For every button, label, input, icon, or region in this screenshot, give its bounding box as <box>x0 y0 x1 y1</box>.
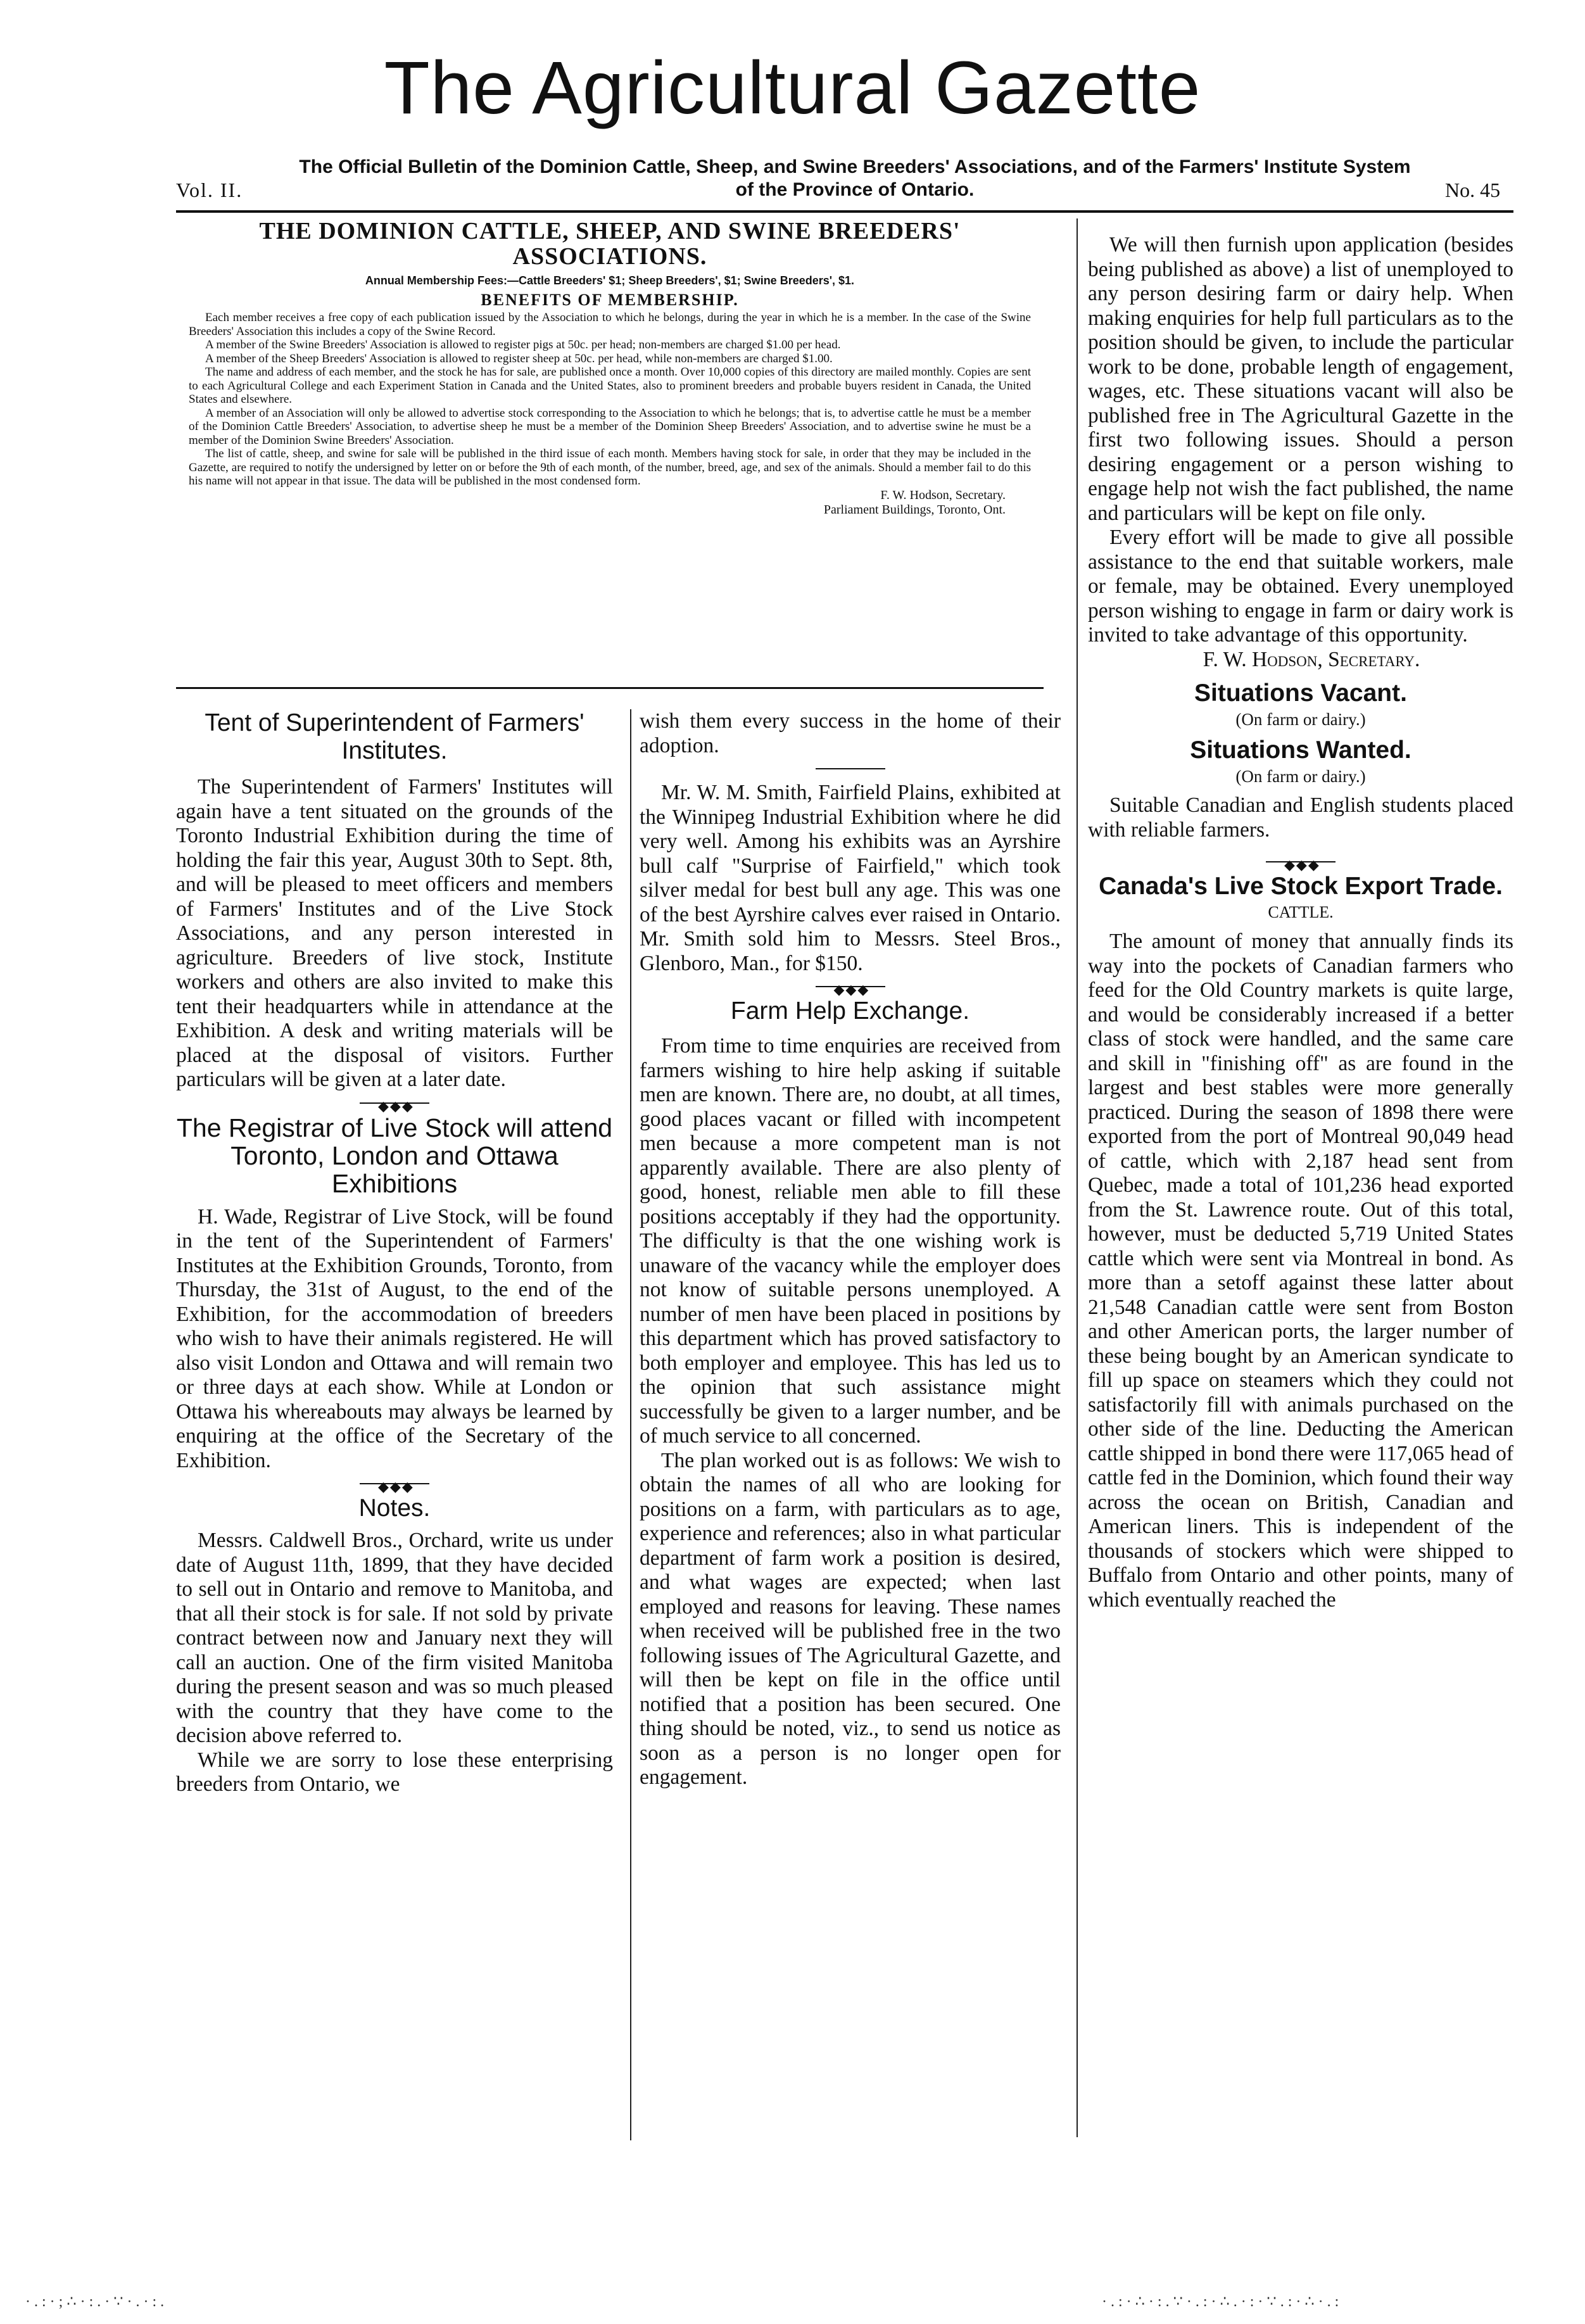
benefit-paragraph: The name and address of each member, and the stock he has for sale, are published once a month. Over 10,000 copies of this directory are mailed monthly. Copies are sent to each Agricultural College and each Experiment Station in Canada and the United States, also to prominent breeders and probable buyers resident in Canada, the United States and elsewhere. <box>189 365 1031 406</box>
notes-body: Messrs. Caldwell Bros., Orchard, write us under date of August 11th, 1899, that they have decided to sell out in Ontario and remove to Manitoba, and that all their stock is for sale. If not sold by private contract between now and January next they will call an auction. One of the firm visited Manitoba during the present season and was so much pleased with the country that they have come to the decision above referred to. <box>176 1529 613 1747</box>
situations-wanted-sub: (On farm or dairy.) <box>1235 767 1366 786</box>
smith-paragraph: Mr. W. M. Smith, Fairfield Plains, exhibited at the Winnipeg Industrial Exhibition where he did very well. Among his exhibits was an Ayrshire bull calf "Surprise of Fairfield," which took silver medal for best bull any age. This was one of the best Ayrshire calves ever raised in Ontario. Mr. Smith sold him to Messrs. Steel Bros., Glenboro, Man., for $150. <box>640 781 1061 975</box>
column-3 <box>1088 233 1513 1612</box>
issue-number: No. 45 <box>1445 179 1501 201</box>
export-trade-body: The amount of money that annually finds its way into the pockets of Canadian farmers who feed for the Old Country markets is quite large, and would be considerably increased if a better class of stock were handled, and the same care and skill in "finishing off" as are found in the largest and best stables were more generally practiced. During the season of 1898 there were exported from the port of Montreal 90,049 head of cattle, which with 2,187 head sent from Quebec, made a total of 101,236 head exported from the St. Lawrence route. Out of this total, however, must be deducted 5,719 United States cattle which were sent via Montreal in bond. As more than a setoff against these latter about 21,548 Canadian cattle were sent from Boston and other American ports, the larger number of these being bought by an American syndicate to fill up space on steamers which they could not satisfactorily fill with animals purchased on the other side of the line. Deducting the American cattle shipped in bond there were 117,065 head of cattle fed in the Dominion, which found their way across the ocean on British, Canadian and American liners. This is independent of the thousands of stockers which were shipped to Buffalo from Ontario and other points, many of which eventually reached the <box>1088 930 1513 1612</box>
situations-wanted-heading: Situations Wanted. <box>1190 736 1411 764</box>
notes-body-2: While we are sorry to lose these enterprising breeders from Ontario, we <box>176 1748 613 1796</box>
divider <box>816 768 885 769</box>
benefit-paragraph: Each member receives a free copy of each publication issued by the Association to which he belongs, during the year in which he is a member. In the case of the Swine Breeders' Association this includes a copy of the Swine Record. <box>189 311 1031 338</box>
scan-noise-right: ·.:·∴·:.∵·.:·∴.·:·∵.:·∴·.: <box>1102 2294 1343 2310</box>
notes-heading: Notes. <box>358 1494 431 1522</box>
situations-wanted-body: Suitable Canadian and English students placed with reliable farmers. <box>1088 793 1513 842</box>
masthead-subtitle: The Official Bulletin of the Dominion Cattle, Sheep, and Swine Breeders' Associations, and of the Farmers' Institute System of the Province of Ontario. <box>299 156 1411 200</box>
section-ornament: ◆◆◆ <box>1088 851 1513 873</box>
benefit-paragraph: A member of the Swine Breeders' Association is allowed to register pigs at 50c. per head; non-members are charged $1.00 per head. <box>205 338 841 351</box>
box-signature: F. W. Hodson, Secretary. <box>880 488 1006 502</box>
registrar-heading: The Registrar of Live Stock will attend Toronto, London and Ottawa Exhibitions <box>176 1113 613 1198</box>
benefit-paragraph: A member of the Sheep Breeders' Association is allowed to register sheep at 50c. per head, while non-members are charged $1.00. <box>205 351 833 365</box>
situations-vacant-sub: (On farm or dairy.) <box>1235 710 1366 729</box>
export-trade-heading: Canada's Live Stock Export Trade. <box>1099 873 1503 900</box>
registrar-body: H. Wade, Registrar of Live Stock, will be found in the tent of the Superintendent of Farmers' Institutes at the Exhibition Grounds, Toronto, from Thursday, the 31st of August, to the end of the Exhibition, for the accommodation of breeders who wish to have their animals registered. He will also visit London and Ottawa and will remain two or three days at each show. While at London or Ottawa his whereabouts may always be learned by enquiring at the office of the Secretary of the Exhibition. <box>176 1204 613 1472</box>
secretary-signature: F. W. Hodson, Secretary. <box>1203 647 1420 671</box>
column-separator <box>630 709 631 2140</box>
every-effort-paragraph: Every effort will be made to give all possible assistance to the end that suitable workers, male or female, may be obtained. Every unemployed person wishing to engage in farm or dairy work is invited to take advantage of this opportunity. <box>1088 526 1513 647</box>
benefits-heading: BENEFITS OF MEMBERSHIP. <box>481 291 739 309</box>
cattle-subheading: CATTLE. <box>1268 903 1334 921</box>
column-separator <box>1077 218 1078 2137</box>
help-continuation: We will then furnish upon application (besides being published as above) a list of unemployed to any person desiring farm or dairy help. When making enquiries for help full particulars as to the position should be given, to include the particular work to be done, probable length of engagement, wages, etc. These situations vacant will also be published free in The Agricultural Gazette in the first two following issues. Should a person desiring engagement or a person wishing to engage help not wish the fact published, the name and particulars will be kept on file only. <box>1088 233 1513 525</box>
section-ornament: ◆◆◆ <box>176 1092 613 1114</box>
benefits-text <box>189 311 1031 488</box>
farm-help-paragraph: From time to time enquiries are received from farmers wishing to hire help asking if suitable men are known. There are, no doubt, at all times, good places vacant or filled with incompetent men because a more competent man is not apparently available. There are also plenty of good, honest, reliable men able to fill these positions acceptably if they had the opportunity. The difficulty is that the one wishing work is unaware of the vacancy while the employer does not know of suitable persons unemployed. A number of men have been placed in positions by this department which has proved satisfactory to both employer and employee. This has led us to the opinion that such assistance might successfully be given to a larger number, and be of much service to all concerned. <box>640 1034 1061 1448</box>
box-address: Parliament Buildings, Toronto, Ont. <box>823 502 1006 517</box>
section-ornament: ◆◆◆ <box>176 1473 613 1494</box>
adoption-continuation: wish them every success in the home of their adoption. <box>640 709 1061 757</box>
column-1 <box>176 709 613 1797</box>
farm-help-heading: Farm Help Exchange. <box>730 997 970 1025</box>
masthead-title: The Agricultural Gazette <box>384 46 1201 130</box>
membership-fees: Annual Membership Fees:—Cattle Breeders' $1; Sheep Breeders', $1; Swine Breeders', $1. <box>365 274 855 287</box>
benefit-paragraph: The list of cattle, sheep, and swine for sale will be published in the third issue of each month. Members having stock for sale, in order that they may be included in the Gazette, are required to notify the undersigned by letter on or before the 9th of each month, of the number, breed, age, and sex of the animals. Should a member fail to do this his name will not appear in that issue. The data will be published in the most condensed form. <box>189 447 1031 488</box>
top-rule <box>176 210 1513 213</box>
column-2 <box>640 709 1061 1790</box>
section-ornament: ◆◆◆ <box>640 976 1061 997</box>
tent-heading: Tent of Superintendent of Farmers' Institutes. <box>205 709 584 764</box>
volume-label: Vol. II. <box>176 179 243 201</box>
tent-body: The Superintendent of Farmers' Institutes will again have a tent situated on the grounds of the Toronto Industrial Exhibition during the time of holding the fair this year, August 30th to Sept. 8th, and will be pleased to meet officers and members of Farmers' Institutes and of the Live Stock Associations, and any person interested in agriculture. Breeders of live stock, Institute workers and others are also invited to make this tent their headquarters while in attendance at the Exhibition. A desk and writing materials will be placed at the disposal of visitors. Further particulars will be given at a later date. <box>176 775 613 1091</box>
scan-noise-left: ·.:·;∴·:.·∵·.·:. <box>25 2294 168 2310</box>
farm-help-paragraph: The plan worked out is as follows: We wish to obtain the names of all who are looking for positions on a farm, with particulars as to age, experience and references; also in what particular department of farm work a position is desired, and what wages are expected; when last employed and reasons for leaving. These names when received will be published free in the two following issues of The Agricultural Gazette, and will then be kept on file in the office until notified that a position has been secured. One thing should be noted, viz., to send us notice as soon as a person is no longer open for engagement. <box>640 1448 1061 1789</box>
situations-vacant-heading: Situations Vacant. <box>1194 679 1407 707</box>
association-heading: THE DOMINION CATTLE, SHEEP, AND SWINE BREEDERS' ASSOCIATIONS. <box>259 218 961 270</box>
association-notice-box <box>176 218 1044 689</box>
benefit-paragraph: A member of an Association will only be allowed to advertise stock corresponding to the Association to which he belongs; that is, to advertise cattle he must be a member of the Dominion Cattle Breeders' Association, to advertise sheep he must be a member of the Dominion Sheep Breeders' Association, and to advertise swine he must be a member of the Dominion Swine Breeders' Association. <box>189 406 1031 447</box>
